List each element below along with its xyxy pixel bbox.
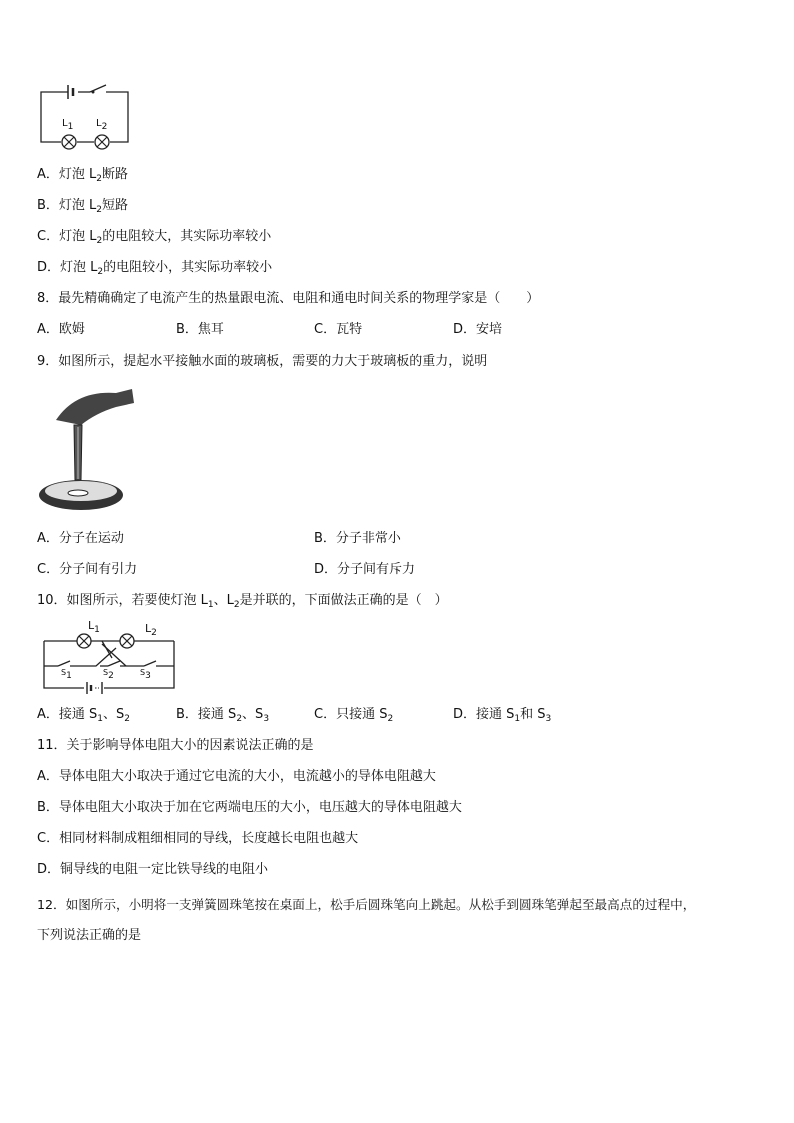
q9-stem: 9．如图所示，提起水平接触水面的玻璃板，需要的力大于玻璃板的重力，说明 <box>37 354 488 369</box>
q11-option-d: D．铜导线的电阻一定比铁导线的电阻小 <box>37 862 269 877</box>
q10-option-d: D．接通 $S_1$和 $S_3$ <box>453 707 552 724</box>
q7-circuit-diagram <box>38 82 133 152</box>
q9-option-d: D．分子间有斥力 <box>314 562 416 577</box>
q7-l1-label: $L_1$ <box>62 118 74 132</box>
q10-lamp-l2 <box>120 634 134 648</box>
q10-s3-label: $S_3$ <box>140 668 151 681</box>
q11-option-b: B．导体电阻大小取决于加在它两端电压的大小，电压越大的导体电阻越大 <box>37 800 462 815</box>
q12-stem-line2: 下列说法正确的是 <box>37 928 142 943</box>
q8-stem: 8．最先精确确定了电流产生的热量跟电流、电阻和通电时间关系的物理学家是（ ） <box>37 291 540 306</box>
q7-option-a: A．灯泡 $L_2$断路 <box>37 167 129 184</box>
q10-stem: 10．如图所示，若要使灯泡 $L_1$、$L_2$是并联的，下面做法正确的是（ ） <box>37 593 448 610</box>
q11-option-a: A．导体电阻大小取决于通过它电流的大小，电流越小的导体电阻越大 <box>37 769 436 784</box>
q7-option-d: D．灯泡 $L_2$的电阻较小，其实际功率较小 <box>37 260 273 277</box>
q7-l2-label: $L_2$ <box>96 118 108 132</box>
q10-circuit-diagram <box>40 624 180 696</box>
q10-s1-label: $S_1$ <box>61 668 72 681</box>
q10-l2-label: $L_2$ <box>145 622 157 638</box>
q8-option-c: C．瓦特 <box>314 322 363 337</box>
q10-s2-label: $S_2$ <box>103 668 114 681</box>
q12-stem-line1: 12．如图所示，小明将一支弹簧圆珠笔按在桌面上，松手后圆珠笔向上跳起。从松手到圆珠笔弹起至最高点的过程中， <box>37 897 696 912</box>
q11-stem: 11．关于影响导体电阻大小的因素说法正确的是 <box>37 738 314 753</box>
q9-option-c: C．分子间有引力 <box>37 562 138 577</box>
q9-option-a: A．分子在运动 <box>37 531 124 546</box>
q10-option-a: A．接通 $S_1$、$S_2$ <box>37 707 131 724</box>
q11-option-c: C．相同材料制成粗细相同的导线，长度越长电阻也越大 <box>37 831 359 846</box>
q9-option-b: B．分子非常小 <box>314 531 401 546</box>
q10-switch-s2 <box>108 661 120 666</box>
q7-option-b: B．灯泡 $L_2$短路 <box>37 198 129 215</box>
q7-lamp-l2 <box>95 135 109 149</box>
q10-switch-s3 <box>144 661 156 666</box>
q7-lamp-l1 <box>62 135 76 149</box>
q10-option-b: B．接通 $S_2$、$S_3$ <box>176 707 270 724</box>
q7-option-c: C．灯泡 $L_2$的电阻较大，其实际功率较小 <box>37 229 272 246</box>
q10-switch-s1 <box>58 661 70 666</box>
q9-glass-plate-figure <box>36 385 136 515</box>
q10-l1-label: $L_1$ <box>88 619 100 635</box>
q8-option-b: B．焦耳 <box>176 322 224 337</box>
q8-option-a: A．欧姆 <box>37 322 85 337</box>
q10-option-c: C．只接通 $S_2$ <box>314 707 394 724</box>
q10-lamp-l1 <box>77 634 91 648</box>
q8-option-d: D．安培 <box>453 322 503 337</box>
